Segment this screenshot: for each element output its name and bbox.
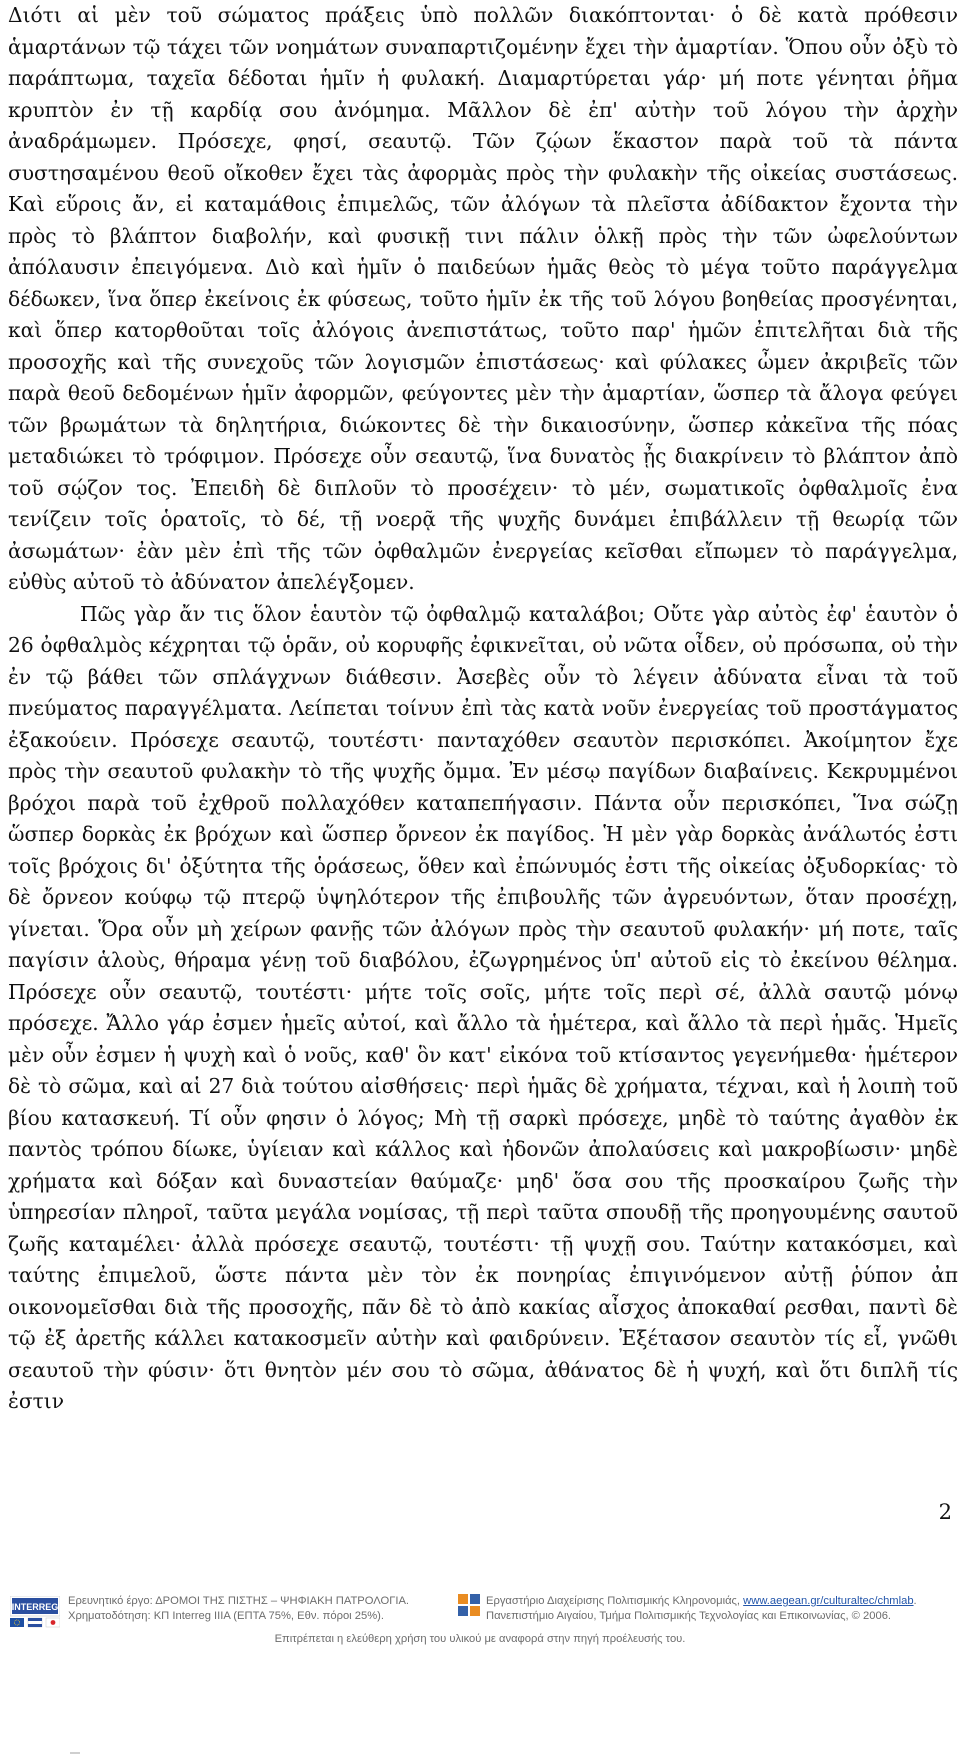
interreg-logo-label: INTERREG bbox=[11, 1602, 59, 1612]
interreg-eu-flag-logo bbox=[10, 1596, 60, 1628]
project-credit bbox=[68, 1594, 448, 1624]
bottom-edge-mark bbox=[70, 1752, 80, 1756]
lab-name: Εργαστήριο Διαχείρισης Πολιτισμικής Κληρονομιάς, bbox=[486, 1595, 744, 1607]
lab-name-end: . bbox=[913, 1595, 917, 1607]
lab-name-line bbox=[486, 1594, 956, 1609]
usage-notice: Επιτρέπεται η ελεύθερη χρήση του υλικού με αναφορά στην πηγή προέλευσής του. bbox=[274, 1633, 686, 1645]
university-line: Πανεπιστήμιο Αιγαίου, Τμήμα Πολιτισμικής Τεχνολογίας και Επικοινωνίας, © 2006. bbox=[486, 1610, 892, 1622]
chmlab-logo bbox=[458, 1594, 480, 1616]
project-title-line: Ερευνητικό έργο: ΔΡΟΜΟΙ ΤΗΣ ΠΙΣΤΗΣ – ΨΗΦΙΑΚΗ ΠΑΤΡΟΛΟΓΙΑ. bbox=[68, 1595, 410, 1607]
document-body bbox=[8, 0, 958, 1418]
lab-website-link[interactable]: www.aegean.gr/culturaltec/chmlab bbox=[743, 1595, 914, 1607]
page-number: 2 bbox=[938, 1500, 952, 1524]
funding-line: Χρηματοδότηση: ΚΠ Interreg IIIA (ΕΠΤΑ 75%, Εθν. πόροι 25%). bbox=[68, 1610, 384, 1622]
page-footer bbox=[0, 1592, 960, 1658]
lab-credit bbox=[486, 1594, 956, 1624]
paragraph-1: Διότι αἱ μὲν τοῦ σώματος πράξεις ὑπὸ πολλῶν διακόπτονται· ὁ δὲ κατὰ πρόθεσιν ἁμαρτάνων τῷ τάχει τῶν νοημάτων συναπαρτιζομένην ἔχει τὴν ἁμαρτίαν. Ὅπου οὖν ὀξὺ τὸ παράπτωμα, ταχεῖα δέδοται ἡμῖν ἡ φυλακή. Διαμαρτύρεται γάρ· μή ποτε γένηται ῥῆμα κρυπτὸν ἐν τῇ καρδίᾳ σου ἀνόμημα. Μᾶλλον δὲ ἐπ' αὐτὴν τοῦ λόγου τὴν ἀρχὴν ἀναδράμωμεν. Πρόσεχε, φησί, σεαυτῷ. Τῶν ζῴων ἕκαστον παρὰ τοῦ τὰ πάντα συστησαμένου θεοῦ οἴκοθεν ἔχει τὰς ἀφορμὰς πρὸς τὴν φυλακὴν τῆς οἰκείας συστάσεως. Καὶ εὕροις ἄν, εἰ καταμάθοις ἐπιμελῶς, τῶν ἀλόγων τὰ πλεῖστα ἀδίδακτον ἔχοντα τὴν πρὸς τὸ βλάπτον διαβολήν, καὶ φυσικῇ τινι πάλιν ὁλκῇ πρὸς τὴν τῶν ὠφελούντων ἀπόλαυσιν ἐπειγόμενα. Διὸ καὶ ἡμῖν ὁ παιδεύων ἡμᾶς θεὸς τὸ μέγα τοῦτο παράγγελμα δέδωκεν, ἵνα ὅπερ ἐκείνοις ἐκ φύσεως, τοῦτο ἡμῖν ἐκ τῆς τοῦ λόγου βοηθείας προσγένηται, καὶ ὅπερ κατορθοῦται τοῖς ἀλόγοις ἀνεπιστάτως, τοῦτο παρ' ἡμῶν ἐπιτελῆται διὰ τῆς προσοχῆς καὶ τῆς συνεχοῦς τῶν λογισμῶν ἐπιστάσεως· καὶ φύλακες ὦμεν ἀκριβεῖς τῶν παρὰ θεοῦ δεδομένων ἡμῖν ἀφορμῶν, φεύγοντες μὲν τὴν ἁμαρτίαν, ὥσπερ τὰ ἄλογα φεύγει τῶν βρωμάτων τὰ δηλητήρια, διώκοντες δὲ τὴν δικαιοσύνην, ὥσπερ κἀκεῖνα τῆς πόας μεταδιώκει τὸ τρόφιμον. Πρόσεχε οὖν σεαυτῷ, ἵνα δυνατὸς ᾖς διακρίνειν τὸ βλάπτον ἀπὸ τοῦ σῴζον τος. Ἐπειδὴ δὲ διπλοῦν τὸ προσέχειν· τὸ μέν, σωματικοῖς ὀφθαλμοῖς ἐνα τενίζειν τοῖς ὁρατοῖς, τὸ δέ, τῇ νοερᾷ τῆς ψυχῆς δυνάμει ἐπιβάλλειν τῇ θεωρίᾳ τῶν ἀσωμάτων· ἐὰν μὲν ἐπὶ τῆς τῶν ὀφθαλμῶν ἐνεργείας κεῖσθαι εἴπωμεν τὸ παράγγελμα, εὐθὺς αὐτοῦ τὸ ἀδύνατον ἀπελέγξομεν. bbox=[8, 3, 958, 594]
paragraph-2: Πῶς γὰρ ἄν τις ὅλον ἑαυτὸν τῷ ὀφθαλμῷ καταλάβοι; Οὔτε γὰρ αὐτὸς ἐφ' ἑαυτὸν ὁ 26 ὀφθαλμὸς κέχρηται τῷ ὁρᾶν, οὐ κορυφῆς ἐφικνεῖται, οὐ νῶτα οἶδεν, οὐ πρόσωπα, οὐ τὴν ἐν τῷ βάθει τῶν σπλάγχνων διάθεσιν. Ἀσεβὲς οὖν τὸ λέγειν ἀδύνατα εἶναι τὰ τοῦ πνεύματος παραγγέλματα. Λείπεται τοίνυν ἐπὶ τὰς κατὰ νοῦν ἐνεργείας τοῦ προστάγματος ἐξακούειν. Πρόσεχε σεαυτῷ, τουτέστι· πανταχόθεν σεαυτὸν περισκόπει. Ἀκοίμητον ἔχε πρὸς τὴν σεαυτοῦ φυλακὴν τὸ τῆς ψυχῆς ὄμμα. Ἐν μέσῳ παγίδων διαβαίνεις. Κεκρυμμένοι βρόχοι παρὰ τοῦ ἐχθροῦ πολλαχόθεν καταπεπήγασιν. Πάντα οὖν περισκόπει, Ἵνα σώζῃ ὥσπερ δορκὰς ἐκ βρόχων καὶ ὥσπερ ὄρνεον ἐκ παγίδος. Ἡ μὲν γὰρ δορκὰς ἀνάλωτός ἐστι τοῖς βρόχοις δι' ὀξύτητα τῆς ὁράσεως, ὅθεν καὶ ἐπώνυμός ἐστι τῆς οἰκείας ὀξυδορκίας· τὸ δὲ ὄρνεον κούφῳ τῷ πτερῷ ὑψηλότερον τῆς ἐπιβουλῆς τῶν ἀγρευόντων, ὅταν προσέχῃ, γίνεται. Ὅρα οὖν μὴ χείρων φανῇς τῶν ἀλόγων πρὸς τὴν σεαυτοῦ φυλακήν· μή ποτε, ταῖς παγίσιν ἁλοὺς, θήραμα γένῃ τοῦ διαβόλου, ἐζωγρημένος ὑπ' αὐτοῦ εἰς τὸ ἐκείνου θέλημα. Πρόσεχε οὖν σεαυτῷ, τουτέστι· μήτε τοῖς σοῖς, μήτε τοῖς περὶ σέ, ἀλλὰ σαυτῷ μόνῳ πρόσεχε. Ἄλλο γάρ ἐσμεν ἡμεῖς αὐτοί, καὶ ἄλλο τὰ ἡμέτερα, καὶ ἄλλο τὰ περὶ ἡμᾶς. Ἡμεῖς μὲν οὖν ἐσμεν ἡ ψυχὴ καὶ ὁ νοῦς, καθ' ὃν κατ' εἰκόνα τοῦ κτίσαντος γεγενήμεθα· ἡμέτερον δὲ τὸ σῶμα, καὶ αἱ 27 διὰ τούτου αἰσθήσεις· περὶ ἡμᾶς δὲ χρήματα, τέχναι, καὶ ἡ λοιπὴ τοῦ βίου κατασκευή. Τί οὖν φησιν ὁ λόγος; Μὴ τῇ σαρκὶ πρόσεχε, μηδὲ τὸ ταύτης ἀγαθὸν ἐκ παντὸς τρόπου δίωκε, ὑγίειαν καὶ κάλλος καὶ ἡδονῶν ἀπολαύσεις καὶ μακροβίωσιν· μηδὲ χρήματα καὶ δόξαν καὶ δυναστείαν θαύμαζε· μηδ' ὅσα σου τῆς προσκαίρου ζωῆς τὴν ὑπηρεσίαν πληροῖ, ταῦτα μεγάλα νομίσας, τῇ περὶ ταῦτα σπουδῇ τῆς προηγουμένης σαυτοῦ ζωῆς καταμέλει· ἀλλὰ πρόσεχε σεαυτῷ, τουτέστι· τῇ ψυχῇ σου. Ταύτην κατακόσμει, καὶ ταύτης ἐπιμελοῦ, ὥστε πάντα μὲν τὸν ἐκ πονηρίας ἐπιγινόμενον αὐτῇ ῥύπον ἀπ οικονομεῖσθαι διὰ τῆς προσοχῆς, πᾶν δὲ τὸ ἀπὸ κακίας αἶσχος ἀποκαθαί ρεσθαι, παντὶ δὲ τῷ ἐξ ἀρετῆς κάλλει κατακοσμεῖν αὐτὴν καὶ φαιδρύνειν. Ἐξέτασον σεαυτὸν τίς εἶ, γνῶθι σεαυτοῦ τὴν φύσιν· ὅτι θνητὸν μέν σου τὸ σῶμα, ἀθάνατος δὲ ἡ ψυχή, καὶ ὅτι διπλῆ τίς ἐστιν bbox=[8, 601, 958, 1413]
